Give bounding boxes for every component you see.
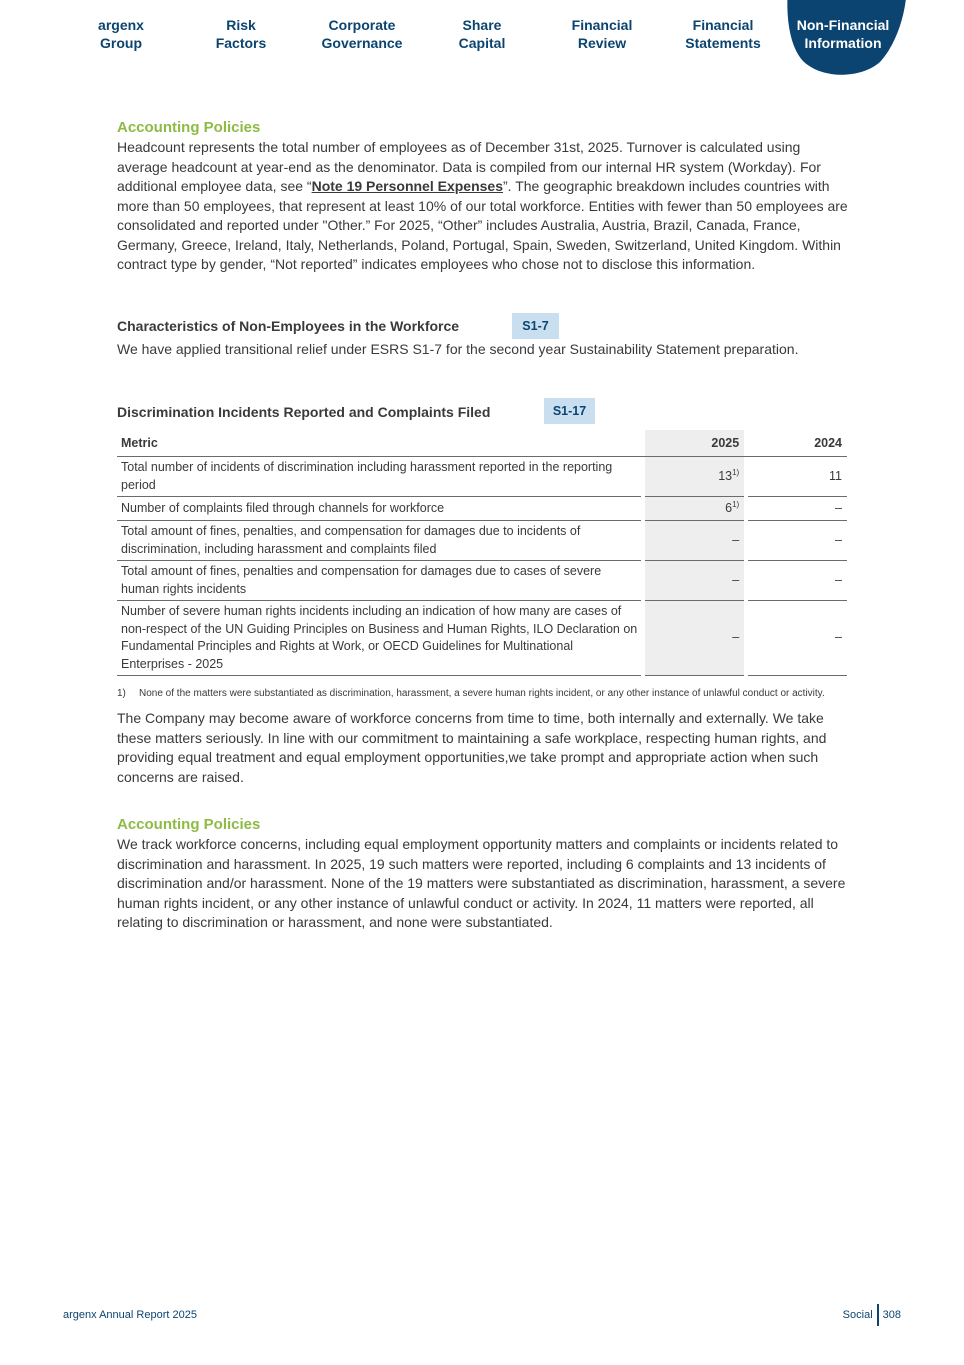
top-navigation	[0, 0, 964, 80]
value-2025: 6$^{1)}$	[645, 497, 744, 521]
value-2024: 11	[748, 457, 847, 497]
metric-cell: Number of complaints filed through channels for workforce	[117, 497, 641, 521]
value-2024: –	[748, 561, 847, 601]
value-2025: –	[645, 561, 744, 601]
nav-tab-financial-statements[interactable]: Financial Statements	[685, 17, 761, 51]
table-row	[117, 601, 847, 676]
note-19-link[interactable]: Note 19 Personnel Expenses	[311, 178, 503, 194]
table-row	[117, 561, 847, 601]
nav-tab-financial-review[interactable]: Financial Review	[571, 17, 633, 51]
headcount-paragraph: Headcount represents the total number of employees as of December 31st, 2025. Turnover is calculated using average headcount at year-end as the denominator. Data is compiled from our internal HR system (Workday). For additional employee data, see “Note 19 Personnel Expenses”. The geographic breakdown includes countries with more than 50 employees, that represent at least 10% of our total workforce. Entities with fewer than 50 employees are consolidated and reported under "Other.” For 2025, “Other” includes Australia, Austria, Brazil, Canada, France, Germany, Greece, Ireland, Italy, Netherlands, Poland, Portugal, Spain, Sweden, Switzerland, United Kingdom. Within contract type by gender, “Not reported” indicates employees who chose not to disclose this information.	[117, 139, 848, 272]
accounting-policies-workforce-concerns	[117, 815, 849, 933]
workforce-concerns-paragraph: The Company may become aware of workforce concerns from time to time, both internally and externally. We take these matters seriously. In line with our commitment to maintaining a safe workplace, respecting human rights, and providing equal treatment and equal employment opportunities,we take prompt and appropriate action when such concerns are raised.	[117, 710, 827, 785]
header-metric: Metric	[117, 430, 641, 457]
metric-cell: Total amount of fines, penalties and compensation for damages due to cases of severe human rights incidents	[117, 561, 641, 601]
value-2024: –	[748, 497, 847, 521]
discrimination-table-wrap	[117, 430, 849, 787]
page-number: 308	[882, 1309, 901, 1321]
non-employees-section	[117, 316, 849, 360]
discrimination-metrics-table	[117, 430, 847, 676]
table-row	[117, 521, 847, 561]
value-2025: –	[645, 601, 744, 676]
section-label: Social	[842, 1309, 873, 1321]
discrimination-section	[117, 402, 849, 422]
report-title: argenx Annual Report 2025	[63, 1309, 197, 1321]
value-2024: –	[748, 521, 847, 561]
nav-tab-non-financial-information[interactable]: Non-Financial Information	[796, 17, 890, 51]
section-heading: Discrimination Incidents Reported and Complaints Filed	[117, 404, 491, 420]
metric-cell: Total number of incidents of discrimination including harassment reported in the reporting period	[117, 457, 641, 497]
table-footnote: 1) None of the matters were substantiated as discrimination, harassment, a severe human rights incident, or any other instance of unlawful conduct or activity.	[117, 688, 825, 699]
section-heading: Accounting Policies	[117, 816, 261, 833]
section-heading: Accounting Policies	[117, 119, 261, 136]
workforce-tracking-paragraph: We track workforce concerns, including equal employment opportunity matters and complaints or incidents related to discrimination and harassment. In 2025, 19 such matters were reported, including 6 complaints and 13 incidents of discrimination and/or harassment. None of the 19 matters were substantiated as discrimination, harassment, a severe human rights incident, or any other instance of unlawful conduct or activity. In 2024, 11 matters were reported, all relating to discrimination or harassment, and none were substantiated.	[117, 836, 846, 930]
metric-cell: Number of severe human rights incidents including an indication of how many are cases of non-respect of the UN Guiding Principles on Business and Human Rights, ILO Declaration on Fundamental Principles and Rights at Work, or OECD Guidelines for Multinational Enterprises - 2025	[117, 601, 641, 676]
table-row	[117, 457, 847, 497]
table-header-row	[117, 430, 847, 457]
nav-tab-share-capital[interactable]: Share Capital	[458, 17, 506, 51]
page-footer	[843, 1304, 901, 1326]
nav-tab-argenx-group[interactable]: argenx Group	[98, 17, 144, 51]
esrs-tag-s1-17: S1-17	[544, 398, 595, 424]
value-2025: –	[645, 521, 744, 561]
section-heading: Characteristics of Non-Employees in the Workforce	[117, 318, 460, 334]
value-2025: 13$^{1)}$	[645, 457, 744, 497]
nav-tab-risk-factors[interactable]: Risk Factors	[215, 17, 267, 51]
accounting-policies-headcount	[117, 118, 849, 275]
value-2024: –	[748, 601, 847, 676]
metric-cell: Total amount of fines, penalties, and compensation for damages due to incidents of discrimination, including harassment and complaints filed	[117, 521, 641, 561]
header-2025: 2025	[645, 430, 744, 457]
nav-tab-corporate-governance[interactable]: Corporate Governance	[321, 17, 403, 51]
header-2024: 2024	[748, 430, 847, 457]
table-row	[117, 497, 847, 521]
footer-divider	[877, 1304, 879, 1326]
non-employees-paragraph: We have applied transitional relief under ESRS S1-7 for the second year Sustainability Statement preparation.	[117, 341, 799, 357]
esrs-tag-s1-7: S1-7	[512, 313, 559, 339]
